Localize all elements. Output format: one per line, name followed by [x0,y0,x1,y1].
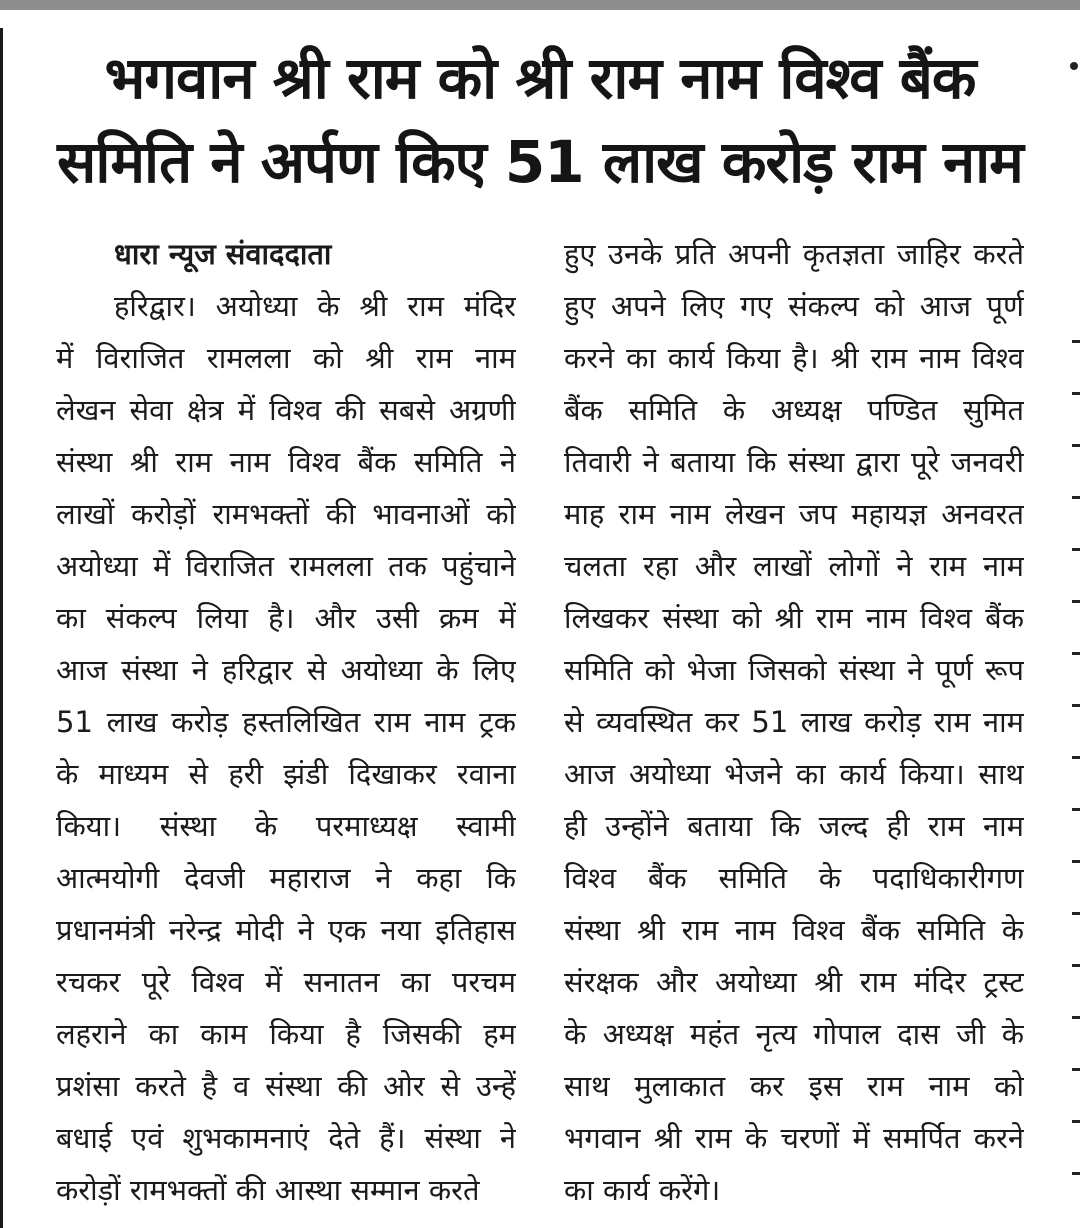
edge-tick [1072,912,1080,915]
article-line: हुए अपने लिए गए संकल्प को आज पूर्ण [564,289,1024,323]
edge-tick [1072,1172,1080,1175]
edge-tick [1072,704,1080,707]
article-line: आज अयोध्या भेजने का कार्य किया। साथ [564,757,1024,791]
top-border [0,0,1080,10]
article-line: आज संस्था ने हरिद्वार से अयोध्या के लिए [56,653,516,687]
article-line: आत्मयोगी देवजी महाराज ने कहा कि [56,861,516,895]
article-line: समिति को भेजा जिसको संस्था ने पूर्ण रूप [564,653,1024,687]
article-line: में विराजित रामलला को श्री राम नाम [56,341,516,375]
article-column-right [564,228,1024,1216]
article-line: तिवारी ने बताया कि संस्था द्वारा पूरे जनवरी [564,445,1024,479]
article-line: माह राम नाम लेखन जप महायज्ञ अनवरत [564,497,1024,531]
article-line: बैंक समिति के अध्यक्ष पण्डित सुमित [564,393,1024,427]
edge-tick [1072,964,1080,967]
edge-tick [1072,496,1080,499]
article-line: प्रधानमंत्री नरेन्द्र मोदी ने एक नया इतिहास [56,913,516,947]
headline-line-2: समिति ने अर्पण किए 51 लाख करोड़ राम नाम [57,128,1023,196]
edge-tick [1072,1068,1080,1071]
article-line: लेखन सेवा क्षेत्र में विश्व की सबसे अग्रणी [56,393,516,427]
article-line: बधाई एवं शुभकामनाएं देते हैं। संस्था ने [56,1121,516,1155]
article-line: साथ मुलाकात कर इस राम नाम को [564,1069,1024,1103]
left-column-rule [0,28,3,1228]
edge-tick [1072,340,1080,343]
article-line: करोड़ों रामभक्तों की आस्था सम्मान करते [56,1173,480,1207]
article-line: रचकर पूरे विश्व में सनातन का परचम [56,965,516,999]
article-line: प्रशंसा करते है व संस्था की ओर से उन्हें [56,1069,516,1103]
article-line: संस्था श्री राम नाम विश्व बैंक समिति ने [56,445,516,479]
edge-tick [1072,392,1080,395]
edge-dot [1070,62,1078,70]
article-line: का कार्य करेंगे। [564,1173,721,1207]
article-line: विश्व बैंक समिति के पदाधिकारीगण [564,861,1024,895]
article-line: हरिद्वार। अयोध्या के श्री राम मंदिर [114,289,516,323]
adjacent-article-edge [1068,40,1080,1228]
edge-tick [1072,1016,1080,1019]
edge-tick [1072,1120,1080,1123]
article-line: संस्था श्री राम नाम विश्व बैंक समिति के [564,913,1024,947]
headline-line-1: भगवान श्री राम को श्री राम नाम विश्व बैंक [104,44,976,112]
edge-tick [1072,444,1080,447]
article-line: के अध्यक्ष महंत नृत्य गोपाल दास जी के [564,1017,1024,1051]
article-line: लहराने का काम किया है जिसकी हम [56,1017,516,1051]
article-line: करने का कार्य किया है। श्री राम नाम विश्व [564,341,1024,375]
edge-tick [1072,860,1080,863]
article-column-left [56,228,516,1216]
article-line: ही उन्होंने बताया कि जल्द ही राम नाम [564,809,1024,843]
article-line: से व्यवस्थित कर 51 लाख करोड़ राम नाम [564,705,1024,739]
edge-tick [1072,756,1080,759]
article-line: का संकल्प लिया है। और उसी क्रम में [56,601,516,635]
headline [40,36,1040,204]
edge-tick [1072,652,1080,655]
edge-tick [1072,548,1080,551]
article-line: चलता रहा और लाखों लोगों ने राम नाम [564,549,1024,583]
edge-tick [1072,808,1080,811]
article-line: लिखकर संस्था को श्री राम नाम विश्व बैंक [564,601,1024,635]
article-line: भगवान श्री राम के चरणों में समर्पित करने [564,1121,1024,1155]
article-line: किया। संस्था के परमाध्यक्ष स्वामी [56,809,516,843]
byline: धारा न्यूज संवाददाता [114,237,332,271]
article-line: लाखों करोड़ों रामभक्तों की भावनाओं को [56,497,516,531]
article-line: अयोध्या में विराजित रामलला तक पहुंचाने [56,549,516,583]
article-line: के माध्यम से हरी झंडी दिखाकर रवाना [56,757,516,791]
article-line: संरक्षक और अयोध्या श्री राम मंदिर ट्रस्ट [564,965,1024,999]
edge-tick [1072,600,1080,603]
article-line: 51 लाख करोड़ हस्तलिखित राम नाम ट्रक [56,705,516,739]
article-line: हुए उनके प्रति अपनी कृतज्ञता जाहिर करते [564,237,1024,271]
